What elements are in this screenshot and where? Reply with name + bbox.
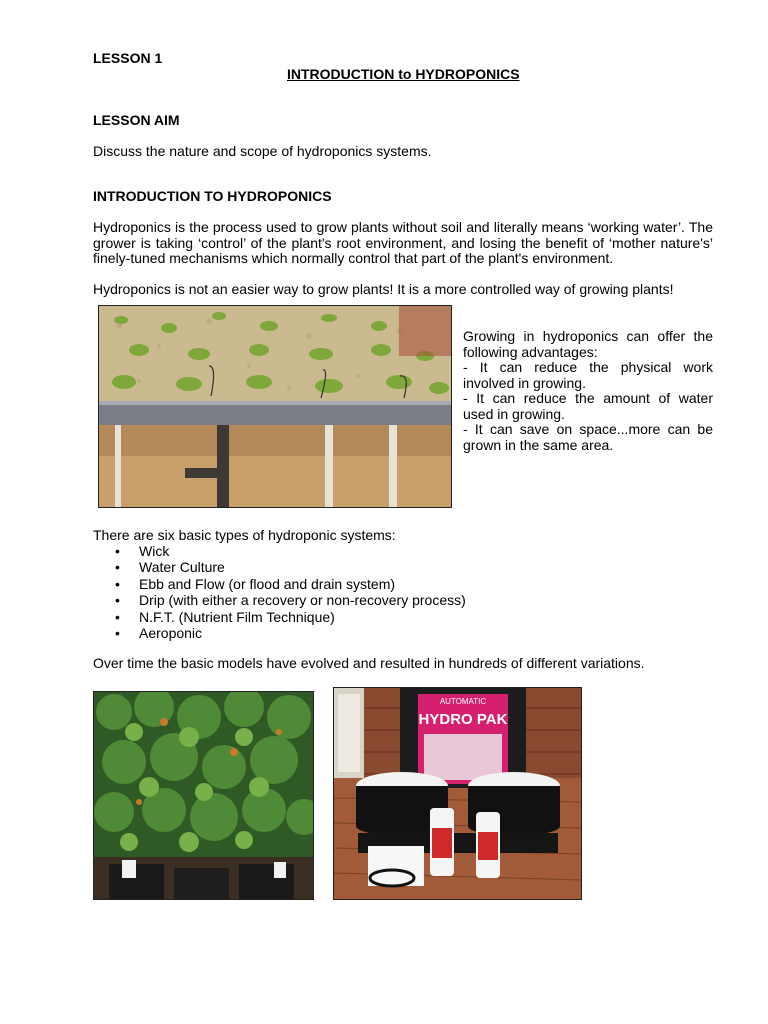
intro-heading: INTRODUCTION TO HYDROPONICS [93, 188, 332, 204]
list-item: • Drip (with either a recovery or non-recovery process) [93, 592, 713, 608]
potted-plants-photo [93, 691, 314, 900]
kit-box-label-top: AUTOMATIC [439, 697, 487, 706]
advantages-intro: Growing in hydroponics can offer the following advantages: [463, 328, 713, 360]
aim-text: Discuss the nature and scope of hydroponics systems. [93, 143, 432, 159]
advantage-item: - It can save on space...more can be grown in the same area. [463, 421, 713, 453]
lesson-label: LESSON 1 [93, 50, 163, 66]
variations-text: Over time the basic models have evolved and resulted in hundreds of different variations. [93, 655, 645, 671]
seedling-bench-photo [98, 305, 452, 508]
intro-statement: Hydroponics is not an easier way to grow plants! It is a more controlled way of growing plants! [93, 281, 674, 297]
list-item: • N.F.T. (Nutrient Film Technique) [93, 609, 713, 625]
hydro-kit-photo [333, 687, 582, 900]
kit-box-label-main: HYDRO PAK [418, 711, 508, 728]
list-item: • Aeroponic [93, 625, 713, 641]
list-item: • Water Culture [93, 559, 713, 575]
page-title: INTRODUCTION to HYDROPONICS [287, 66, 520, 82]
aim-heading: LESSON AIM [93, 112, 180, 128]
list-item: • Wick [93, 543, 713, 559]
list-item: • Ebb and Flow (or flood and drain system) [93, 576, 713, 592]
advantage-item: - It can reduce the amount of water used in growing. [463, 390, 713, 422]
advantage-item: - It can reduce the physical work involved in growing. [463, 359, 713, 391]
intro-paragraph: Hydroponics is the process used to grow plants without soil and literally means ‘working water’. The grower is taking ‘control’ of the plant's root environment, and losing the benefit of ‘mother nature's’ finely-tuned mechanisms which normally control that part of the plant's environment. [93, 219, 713, 266]
types-intro: There are six basic types of hydroponic systems: [93, 527, 396, 543]
advantages-block [463, 329, 713, 453]
types-list [93, 543, 713, 641]
